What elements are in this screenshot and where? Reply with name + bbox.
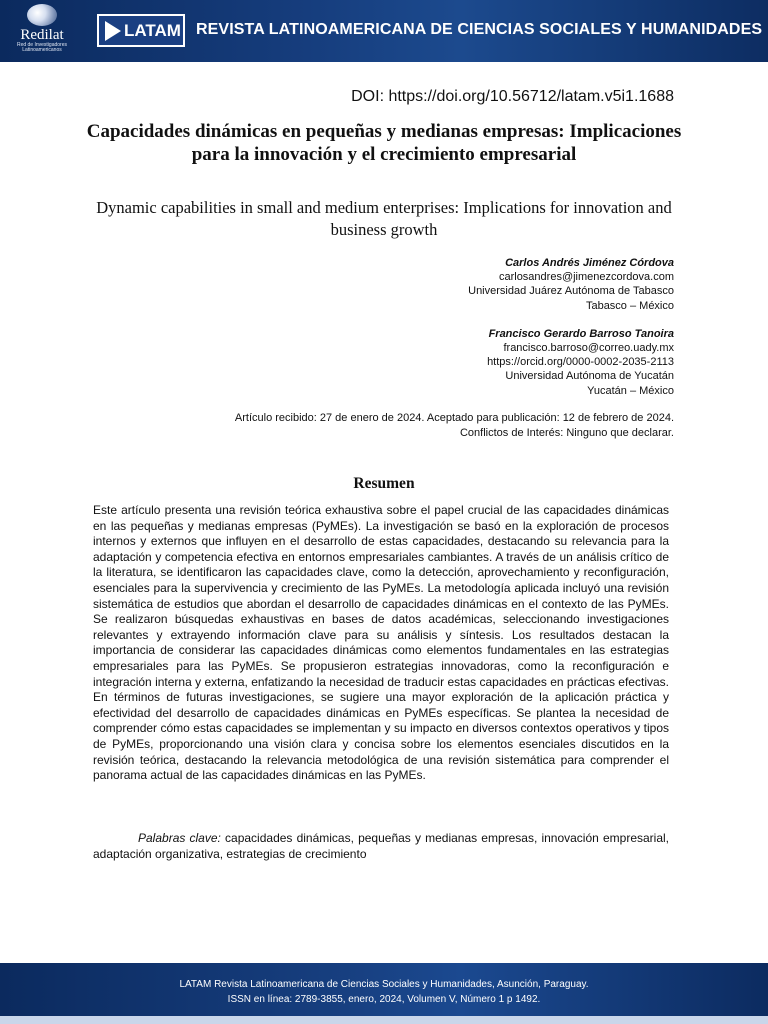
author-orcid[interactable]: https://orcid.org/0000-0002-2035-2113 <box>487 356 674 369</box>
author-email[interactable]: carlosandres@jimenezcordova.com <box>498 271 674 284</box>
author-block <box>468 256 674 398</box>
journal-footer <box>0 963 768 1024</box>
article-dates <box>235 411 674 440</box>
latam-logo-text: LATAM <box>124 20 181 40</box>
author-affiliation: Universidad Autónoma de Yucatán <box>505 370 674 383</box>
doi-link[interactable]: DOI: https://doi.org/10.56712/latam.v5i1.1688 <box>351 88 674 105</box>
article-title-english: Dynamic capabilities in small and medium enterprises: Implications for innovation and business growth <box>96 198 672 239</box>
footer-journal-line: LATAM Revista Latinoamericana de Ciencias Sociales y Humanidades, Asunción, Paraguay. <box>179 979 589 990</box>
received-accepted: Artículo recibido: 27 de enero de 2024. Aceptado para publicación: 12 de febrero de 2024. <box>234 412 674 424</box>
journal-header <box>0 0 768 62</box>
abstract-text: Este artículo presenta una revisión teórica exhaustiva sobre el papel crucial de las capacidades dinámicas en las pequeñas y medianas empresas (PyMEs). La investigación se basó en la exploración de procesos internos y externos que influyen en el desarrollo de estas capacidades, destacando su relevancia para la adaptación y competencia efectiva en entornos empresariales cambiantes. A través de un análisis crítico de la literatura, se identificaron las capacidades clave, como la detección, aprovechamiento y reconfiguración, esenciales para la supervivencia y crecimiento de las PyMEs. La metodología aplicada incluyó una revisión sistemática de estudios que abordan el desarrollo de capacidades dinámicas en el contexto de las PyMEs. Se realizaron búsquedas exhaustivas en bases de datos académicas, seleccionando investigaciones relevantes y extrayendo información clave para su análisis y síntesis. Los resultados destacan la importancia de considerar las capacidades dinámicas como elementos fundamentales en las estrategias empresariales para las PyMEs. Se propusieron estrategias innovadoras, como la reconfiguración e integración interna y externa, enfatizando la necesidad de traducir estas capacidades en prácticas efectivas. En términos de futuras investigaciones, se sugiere una mayor exploración de la aplicación práctica y efectividad del desarrollo de capacidades dinámicas en PyMEs específicas. Se plantea la necesidad de comprender cómo estas capacidades se implementan y su impacto en diversos contextos operativos y tipos de PyMEs, proporcionando una visión clara y concisa sobre los elementos esenciales discutidos en la revisión teórica, destacando la relevancia metodológica de una revisión sistemática para comprender el panorama actual de las capacidades dinámicas en las PyMEs. <box>93 503 669 783</box>
footer-bar <box>0 1016 768 1024</box>
keywords-list: capacidades dinámicas, pequeñas y medianas empresas, innovación empresarial, adaptación organizativa, estrategias de crecimiento <box>93 831 670 861</box>
conflicts-of-interest: Conflictos de Interés: Ninguno que declarar. <box>459 426 674 439</box>
play-triangle-icon <box>105 21 121 41</box>
author-location: Yucatán – México <box>587 384 674 397</box>
author-name: Francisco Gerardo Barroso Tanoira <box>488 327 674 340</box>
latam-logo <box>97 14 185 47</box>
author-name: Carlos Andrés Jiménez Córdova <box>505 257 674 269</box>
redilat-logo <box>12 4 72 58</box>
abstract-heading: Resumen <box>353 475 415 492</box>
globe-icon <box>27 4 57 26</box>
author-location: Tabasco – México <box>585 299 674 312</box>
keywords-label: Palabras clave: <box>138 831 221 845</box>
author-affiliation: Universidad Juárez Autónoma de Tabasco <box>468 285 674 298</box>
footer-issn-line: ISSN en línea: 2789-3855, enero, 2024, Volumen V, Número 1 p 1492. <box>227 994 541 1005</box>
redilat-name: Redilat <box>20 27 64 43</box>
journal-title: REVISTA LATINOAMERICANA DE CIENCIAS SOCIALES Y HUMANIDADES <box>196 21 763 38</box>
author-email[interactable]: francisco.barroso@correo.uady.mx <box>503 342 674 355</box>
redilat-subtitle: Red de Investigadores Latinoamericanos <box>16 42 68 53</box>
keywords <box>93 831 669 862</box>
article-title-spanish: Capacidades dinámicas en pequeñas y medianas empresas: Implicaciones para la innovación y el crecimiento empresarial <box>86 121 682 165</box>
